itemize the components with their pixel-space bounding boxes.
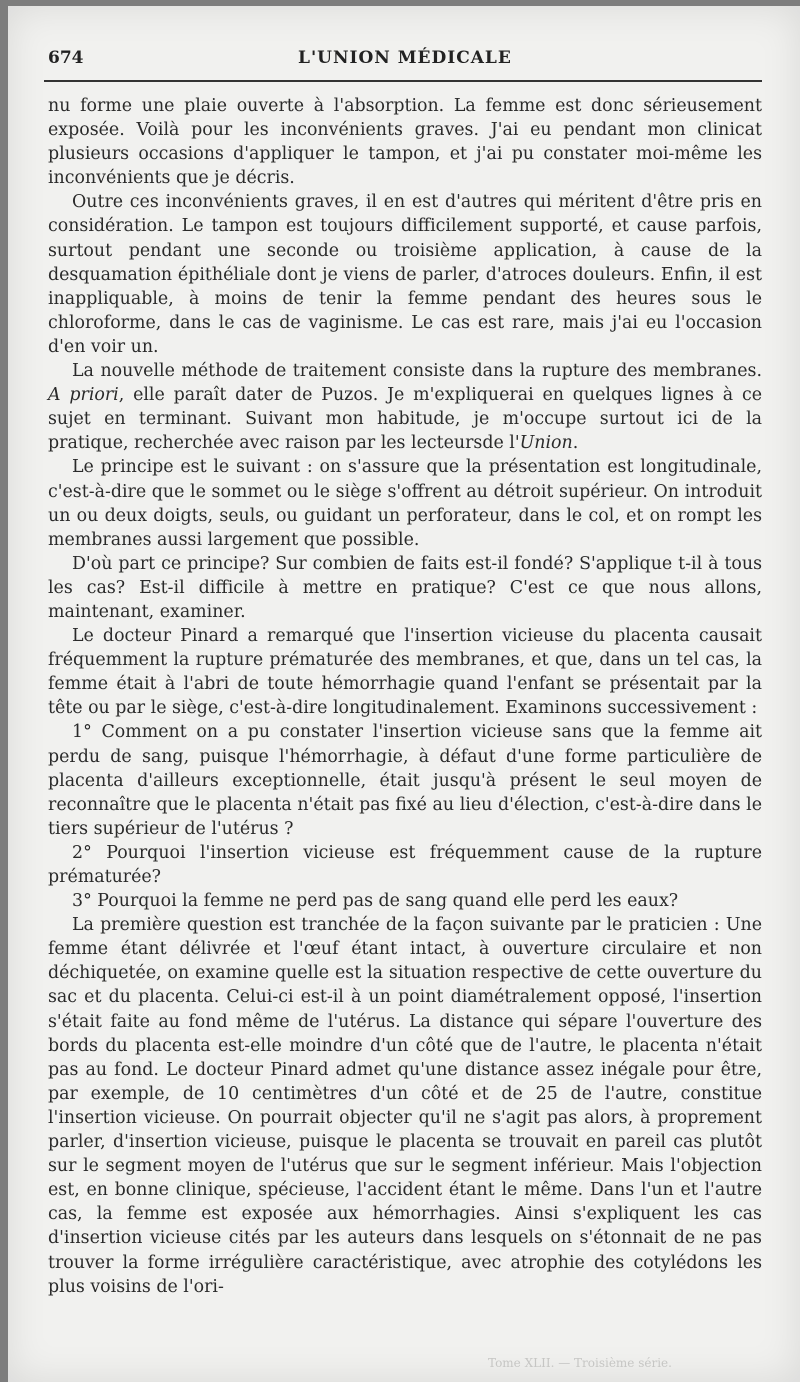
paragraph-1: nu forme une plaie ouverte à l'absorption. La femme est donc sérieusement exposée. Voilà pour les inconvénients graves. J'ai eu pendant mon clinicat plusieurs occasions d'appliquer le tampon, et j'ai pu constater moi-même les inconvénients que je décris.	[48, 96, 762, 189]
body-text	[48, 94, 762, 1299]
paragraph-10: La première question est tranchée de la façon suivante par le praticien : Une femme étant délivrée et l'œuf étant intact, à ouverture circulaire et non déchiquetée, on examine quelle est la situation respective de cette ouverture du sac et du placenta. Celui-ci est-il à un point diamétralement opposé, l'insertion s'était faite au fond même de l'utérus. La distance qui sépare l'ouverture des bords du placenta est-elle moindre d'un côté que de l'autre, le placenta n'était pas au fond. Le docteur Pinard admet qu'une distance assez inégale pour être, par exemple, de 10 centimètres d'un côté et de 25 de l'autre, constitue l'insertion vicieuse. On pourrait objecter qu'il ne s'agit pas alors, à proprement parler, d'insertion vicieuse, puisque le placenta se trouvait en pareil cas plutôt sur le segment moyen de l'utérus que sur le segment inférieur. Mais l'objection est, en bonne clinique, spécieuse, l'accident étant le même. Dans l'un et l'autre cas, la femme est exposée aux hémorrhagies. Ainsi s'expliquent les cas d'insertion vicieuse cités par les auteurs dans lesquels on s'étonnait de ne pas trouver la forme irrégulière caractéristique, avec atrophie des cotylédons les plus voisins de l'ori-	[48, 915, 762, 1297]
paragraph-2: Outre ces inconvénients graves, il en est d'autres qui méritent d'être pris en considération. Le tampon est toujours difficilement supporté, et cause parfois, surtout pendant une seconde ou troisième application, à cause de la desquamation épithéliale dont je viens de parler, d'atroces douleurs. Enfin, il est inappliquable, à moins de tenir la femme pendant des heures sous le chloroforme, dans le cas de vaginisme. Le cas est rare, mais j'ai eu l'occasion d'en voir un.	[48, 192, 762, 357]
paragraph-5: D'où part ce principe? Sur combien de faits est-il fondé? S'applique t-il à tous les cas? Est-il difficile à mettre en pratique? C'est ce que nous allons, maintenant, examiner.	[48, 553, 762, 622]
header-rule	[44, 80, 762, 82]
paragraph-3-part-3: .	[572, 433, 579, 454]
paragraph-3	[48, 359, 762, 455]
paragraph-9: 3° Pourquoi la femme ne perd pas de sang quand elle perd les eaux?	[72, 891, 679, 912]
paragraph-7: 1° Comment on a pu constater l'insertion vicieuse sans que la femme ait perdu de sang, puisque l'hémorrhagie, à défaut d'une forme particulière de placenta d'ailleurs exceptionnelle, était jusqu'à présent le seul moyen de reconnaître que le placenta n'était pas fixé au lieu d'élection, c'est-à-dire dans le tiers supérieur de l'utérus ?	[48, 722, 762, 839]
paragraph-4: Le principe est le suivant : on s'assure que la présentation est longitudinale, c'est-à-dire que le sommet ou le siège s'offrent au détroit supérieur. On introduit un ou deux doigts, seuls, ou guidant un perforateur, dans le col, et on rompt les membranes aussi largement que possible.	[48, 457, 762, 550]
journal-title: L'UNION MÉDICALE	[298, 48, 512, 68]
bleed-through-text: Tome XLII. — Troisième série.	[488, 1356, 672, 1370]
paragraph-6: Le docteur Pinard a remarqué que l'insertion vicieuse du placenta causait fréquemment la rupture prématurée des membranes, et que, dans un tel cas, la femme était à l'abri de toute hémorrhagie quand l'enfant se présentait par la tête ou par le siège, c'est-à-dire longitudinalement. Examinons successivement :	[48, 626, 762, 719]
paragraph-3-italic-union: Union	[519, 433, 573, 454]
page-number: 674	[48, 48, 84, 68]
paragraph-3-part-1: La nouvelle méthode de traitement consiste dans la rupture des membranes.	[72, 361, 762, 382]
paragraph-3-part-2: , elle paraît dater de Puzos. Je m'expliquerai en quelques lignes à ce sujet en terminant. Suivant mon habitude, je m'occupe surtout ici de la pratique, recherchée avec raison par les lecteursde l'	[48, 385, 762, 454]
paragraph-8: 2° Pourquoi l'insertion vicieuse est fréquemment cause de la rupture prématurée?	[48, 842, 762, 887]
paragraph-3-italic-a-priori: A priori	[48, 385, 119, 406]
document-page	[8, 6, 800, 1382]
page-header	[48, 48, 760, 78]
